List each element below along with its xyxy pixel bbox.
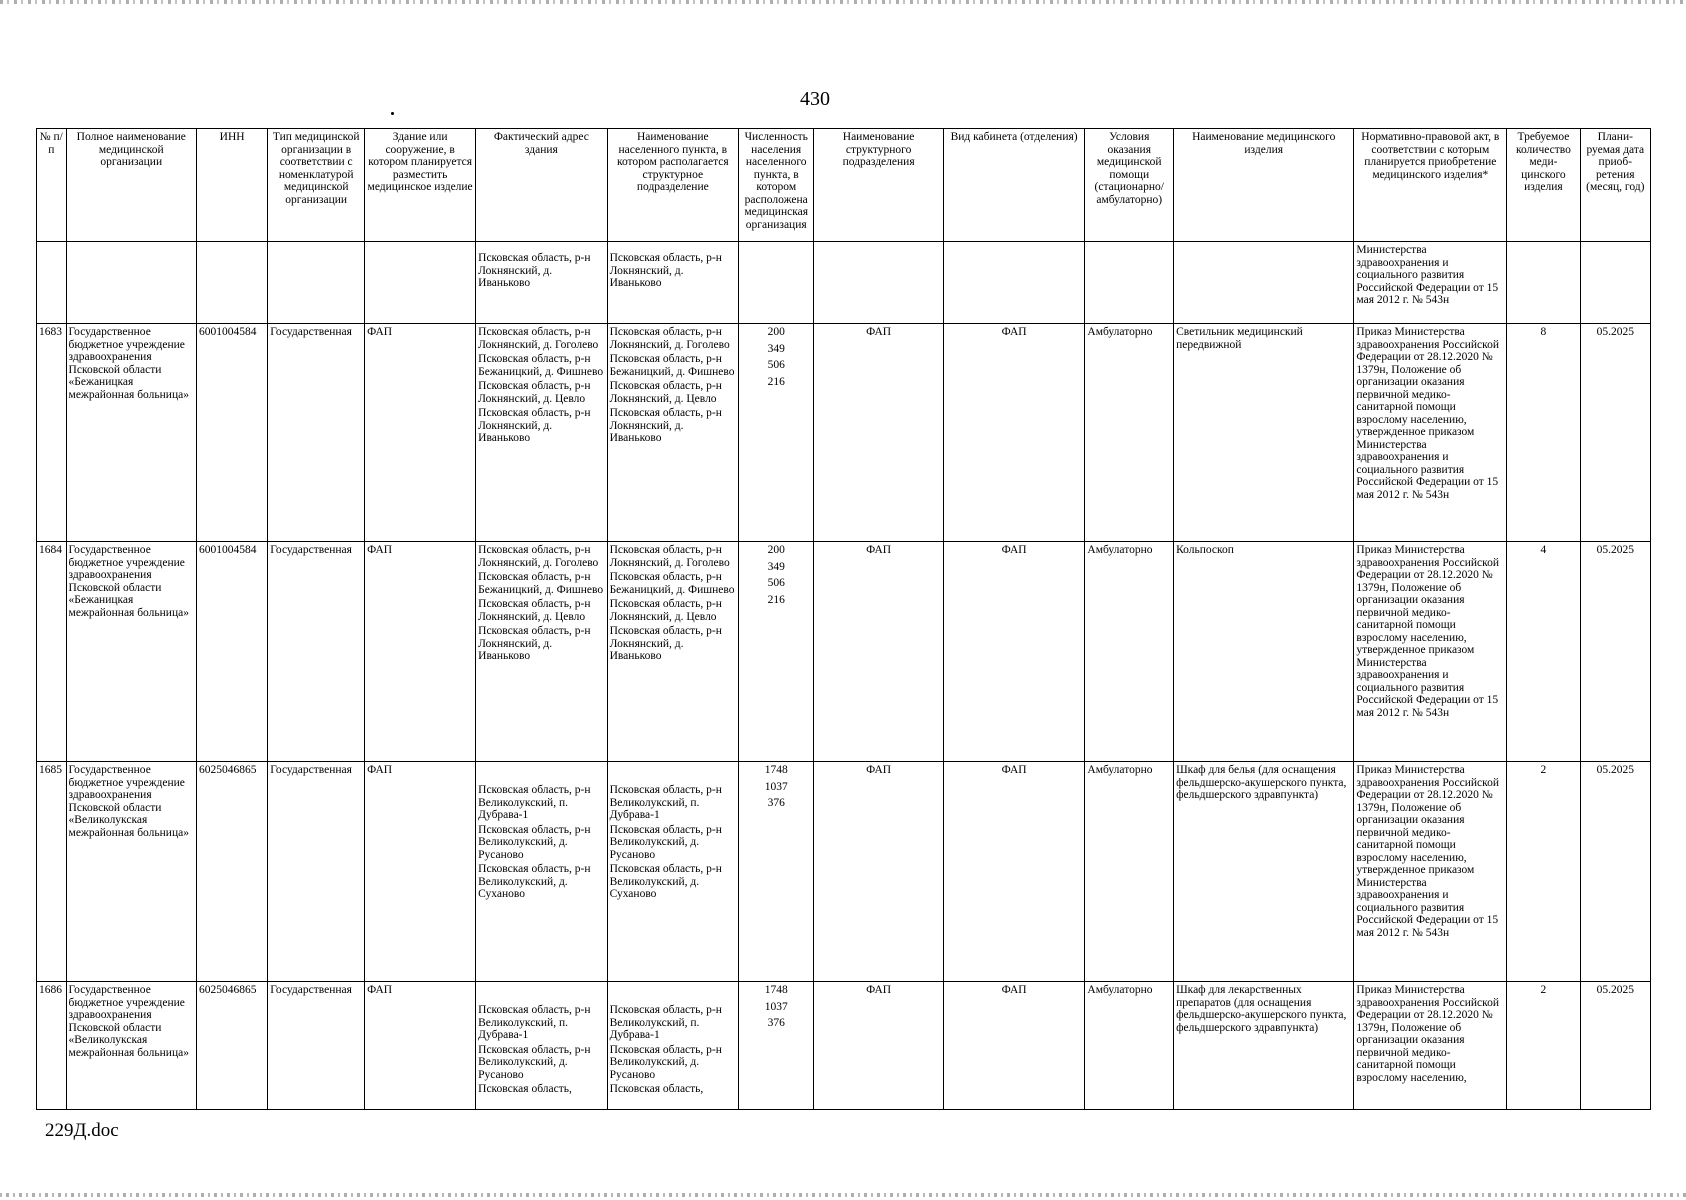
cell-device: Шкаф для лекарственных препаратов (для оснащения фельдшерско-акушерского пункта, фельдшерского здравпункта) (1174, 982, 1354, 1110)
population-value: 376 (767, 1017, 785, 1029)
cell-num: 1685 (37, 762, 67, 982)
act-text: Министерства здравоохранения и социального развития Российской Федерации от 15 мая 2012 г. № 543н (1356, 244, 1499, 306)
continuation-row (37, 242, 1651, 324)
cell-qty: 2 (1507, 982, 1580, 1110)
cell-settlement (607, 242, 738, 324)
cell-address (476, 242, 607, 324)
address-entry: Псковская область, р-н Локнянский, д. Гоголево (478, 326, 599, 351)
cell-org (66, 242, 196, 324)
population-value: 200 (767, 326, 785, 338)
settlement-entry: Псковская область, (609, 1083, 704, 1095)
column-header: Полное наименование медицинской организации (66, 129, 196, 242)
cell-cabinet: ФАП (943, 324, 1085, 542)
cell-device: Шкаф для белья (для оснащения фельдшерско-акушерского пункта, фельдшерского здравпункта) (1174, 762, 1354, 982)
settlement-entry: Псковская область, р-н Локнянский, д. Иваньково (609, 407, 722, 444)
settlement-entry: Псковская область, р-н Локнянский, д. Цевло (609, 380, 722, 405)
cell-unit: ФАП (814, 982, 943, 1110)
page-number: 430 (800, 88, 830, 110)
population-value: 216 (767, 375, 785, 388)
cell-cabinet: ФАП (943, 762, 1085, 982)
address-entry: Псковская область, р-н Великолукский, п. Дубрава-1 (478, 1004, 591, 1041)
address-entry: Псковская область, р-н Бежаницкий, д. Фишнево (478, 571, 604, 596)
cell-address (476, 762, 607, 982)
cell-conditions: Амбулаторно (1085, 982, 1174, 1110)
population-value: 1037 (764, 780, 788, 793)
cell-population (739, 982, 814, 1110)
cell-device (1174, 242, 1354, 324)
header-row (37, 129, 1651, 242)
address-entry: Псковская область, р-н Великолукский, д. Суханово (478, 863, 591, 900)
cell-cabinet: ФАП (943, 542, 1085, 762)
settlement-entry: Псковская область, р-н Великолукский, п. Дубрава-1 (609, 1004, 722, 1041)
cell-date: 05.2025 (1580, 542, 1650, 762)
cell-num: 1686 (37, 982, 67, 1110)
cell-building: ФАП (365, 542, 476, 762)
address-entry: Псковская область, р-н Локнянский, д. Цевло (478, 380, 591, 405)
column-header: Здание или сооружение, в котором планируется разместить медицинское изделие (365, 129, 476, 242)
settlement-entry: Псковская область, р-н Локнянский, д. Гоголево (609, 544, 730, 569)
cell-settlement (607, 542, 738, 762)
cell-qty: 8 (1507, 324, 1580, 542)
cell-unit: ФАП (814, 542, 943, 762)
column-header: № п/п (37, 129, 67, 242)
cell-unit: ФАП (814, 762, 943, 982)
cell-device: Кольпоскоп (1174, 542, 1354, 762)
cell-population (739, 542, 814, 762)
cell-act: Приказ Министерства здравоохранения Российской Федерации от 28.12.2020 № 1379н, Положение об организации оказания первичной медико-санитарной помощи взрослому населению, (1354, 982, 1507, 1110)
scan-edge-top (0, 0, 1686, 4)
column-header: Наименование структурного подразделения (814, 129, 943, 242)
cell-inn (196, 242, 267, 324)
address-entry: Псковская область, р-н Локнянский, д. Иваньково (478, 407, 591, 444)
settlement-entry: Псковская область, р-н Великолукский, п. Дубрава-1 (609, 784, 722, 821)
address-entry: Псковская область, р-н Великолукский, д. Русаново (478, 823, 591, 861)
column-header: Фактический адрес здания (476, 129, 607, 242)
table-row (37, 324, 1651, 542)
table-row (37, 982, 1651, 1110)
cell-date: 05.2025 (1580, 762, 1650, 982)
cell-settlement (607, 982, 738, 1110)
cell-settlement (607, 324, 738, 542)
scan-dot (391, 112, 394, 115)
column-header: Условия оказания медицинской помощи (стационарно/ амбулаторно) (1085, 129, 1174, 242)
column-header: Наименование населенного пункта, в котором располагается структурное подразделение (607, 129, 738, 242)
cell-act (1354, 242, 1507, 324)
cell-num: 1683 (37, 324, 67, 542)
cell-device: Светильник медицинский передвижной (1174, 324, 1354, 542)
address-text: Псковская область, р-н Локнянский, д. Иваньково (478, 252, 591, 289)
cell-num: 1684 (37, 542, 67, 762)
settlement-text: Псковская область, р-н Локнянский, д. Иваньково (609, 252, 722, 289)
cell-inn: 6001004584 (196, 324, 267, 542)
settlement-entry: Псковская область, р-н Бежаницкий, д. Фишнево (609, 353, 735, 378)
cell-type: Государственная (268, 542, 365, 762)
cell-address (476, 324, 607, 542)
cell-type: Государственная (268, 982, 365, 1110)
settlement-entry: Псковская область, р-н Бежаницкий, д. Фишнево (609, 571, 735, 596)
cell-inn: 6025046865 (196, 982, 267, 1110)
address-entry: Псковская область, р-н Великолукский, п. Дубрава-1 (478, 784, 591, 821)
cell-conditions: Амбулаторно (1085, 762, 1174, 982)
cell-building: ФАП (365, 762, 476, 982)
cell-population (739, 324, 814, 542)
cell-inn: 6025046865 (196, 762, 267, 982)
column-header: Требуемое количество меди-цинского изделия (1507, 129, 1580, 242)
cell-conditions (1085, 242, 1174, 324)
population-value: 1748 (764, 764, 788, 776)
cell-cabinet (943, 242, 1085, 324)
column-header: Нормативно-правовой акт, в соответствии с которым планируется приобретение медицинского изделия* (1354, 129, 1507, 242)
cell-org: Государственное бюджетное учреждение здравоохранения Псковской области «Бежаницкая межрайонная больница» (66, 542, 196, 762)
settlement-entry: Псковская область, р-н Великолукский, д. Суханово (609, 863, 722, 900)
cell-address (476, 542, 607, 762)
footer-filename: 229Д.doc (45, 1120, 119, 1141)
cell-unit (814, 242, 943, 324)
table-row (37, 762, 1651, 982)
column-header: ИНН (196, 129, 267, 242)
address-entry: Псковская область, р-н Локнянский, д. Цевло (478, 598, 591, 623)
cell-qty: 4 (1507, 542, 1580, 762)
settlement-entry: Псковская область, р-н Великолукский, д. Русаново (609, 823, 722, 861)
cell-date: 05.2025 (1580, 324, 1650, 542)
column-header: Наименование медицинского изделия (1174, 129, 1354, 242)
cell-building: ФАП (365, 982, 476, 1110)
cell-population (739, 242, 814, 324)
settlement-entry: Псковская область, р-н Локнянский, д. Цевло (609, 598, 722, 623)
cell-qty: 2 (1507, 762, 1580, 982)
cell-org: Государственное бюджетное учреждение здравоохранения Псковской области «Бежаницкая межрайонная больница» (66, 324, 196, 542)
population-value: 216 (767, 593, 785, 606)
cell-num (37, 242, 67, 324)
settlement-entry: Псковская область, р-н Великолукский, д. Русаново (609, 1043, 722, 1081)
cell-type: Государственная (268, 762, 365, 982)
cell-date: 05.2025 (1580, 982, 1650, 1110)
address-entry: Псковская область, р-н Бежаницкий, д. Фишнево (478, 353, 604, 378)
cell-inn: 6001004584 (196, 542, 267, 762)
population-value: 376 (767, 797, 785, 809)
cell-population (739, 762, 814, 982)
cell-act: Приказ Министерства здравоохранения Российской Федерации от 28.12.2020 № 1379н, Положение об организации оказания первичной медико-санитарной помощи взрослому населению, утвержденное приказом Министерства здравоохранения и социального развития Российской Федерации от 15 мая 2012 г. № 543н (1354, 542, 1507, 762)
table-row (37, 542, 1651, 762)
cell-type: Государственная (268, 324, 365, 542)
population-value: 1748 (764, 984, 788, 996)
equipment-table (36, 128, 1651, 1110)
column-header: Вид кабинета (отделения) (943, 129, 1085, 242)
population-value: 506 (767, 577, 785, 589)
address-entry: Псковская область, р-н Локнянский, д. Иваньково (478, 625, 591, 662)
population-value: 349 (767, 342, 785, 355)
cell-unit: ФАП (814, 324, 943, 542)
population-value: 1037 (764, 1000, 788, 1013)
population-value: 349 (767, 560, 785, 573)
column-header: Тип медицинской организации в соответствии с номенклатурой медицинской организации (268, 129, 365, 242)
cell-type (268, 242, 365, 324)
settlement-entry: Псковская область, р-н Локнянский, д. Иваньково (609, 625, 722, 662)
cell-conditions: Амбулаторно (1085, 542, 1174, 762)
cell-cabinet: ФАП (943, 982, 1085, 1110)
scan-edge-bottom (0, 1193, 1686, 1197)
cell-address (476, 982, 607, 1110)
address-entry: Псковская область, р-н Великолукский, д. Русаново (478, 1043, 591, 1081)
column-header: Плани-руемая дата приоб-ретения (месяц, год) (1580, 129, 1650, 242)
population-value: 506 (767, 359, 785, 371)
cell-building: ФАП (365, 324, 476, 542)
cell-org: Государственное бюджетное учреждение здравоохранения Псковской области «Великолукская межрайонная больница» (66, 982, 196, 1110)
address-entry: Псковская область, р-н Локнянский, д. Гоголево (478, 544, 599, 569)
address-entry: Псковская область, (478, 1083, 572, 1095)
cell-qty (1507, 242, 1580, 324)
column-header: Численность населения населенного пункта, в котором расположена медицинская организация (739, 129, 814, 242)
cell-date (1580, 242, 1650, 324)
cell-act: Приказ Министерства здравоохранения Российской Федерации от 28.12.2020 № 1379н, Положение об организации оказания первичной медико-санитарной помощи взрослому населению, утвержденное приказом Министерства здравоохранения и социального развития Российской Федерации от 15 мая 2012 г. № 543н (1354, 762, 1507, 982)
cell-org: Государственное бюджетное учреждение здравоохранения Псковской области «Великолукская межрайонная больница» (66, 762, 196, 982)
population-value: 200 (767, 544, 785, 556)
cell-act: Приказ Министерства здравоохранения Российской Федерации от 28.12.2020 № 1379н, Положение об организации оказания первичной медико-санитарной помощи взрослому населению, утвержденное приказом Министерства здравоохранения и социального развития Российской Федерации от 15 мая 2012 г. № 543н (1354, 324, 1507, 542)
cell-settlement (607, 762, 738, 982)
settlement-entry: Псковская область, р-н Локнянский, д. Гоголево (609, 326, 730, 351)
cell-building (365, 242, 476, 324)
cell-conditions: Амбулаторно (1085, 324, 1174, 542)
